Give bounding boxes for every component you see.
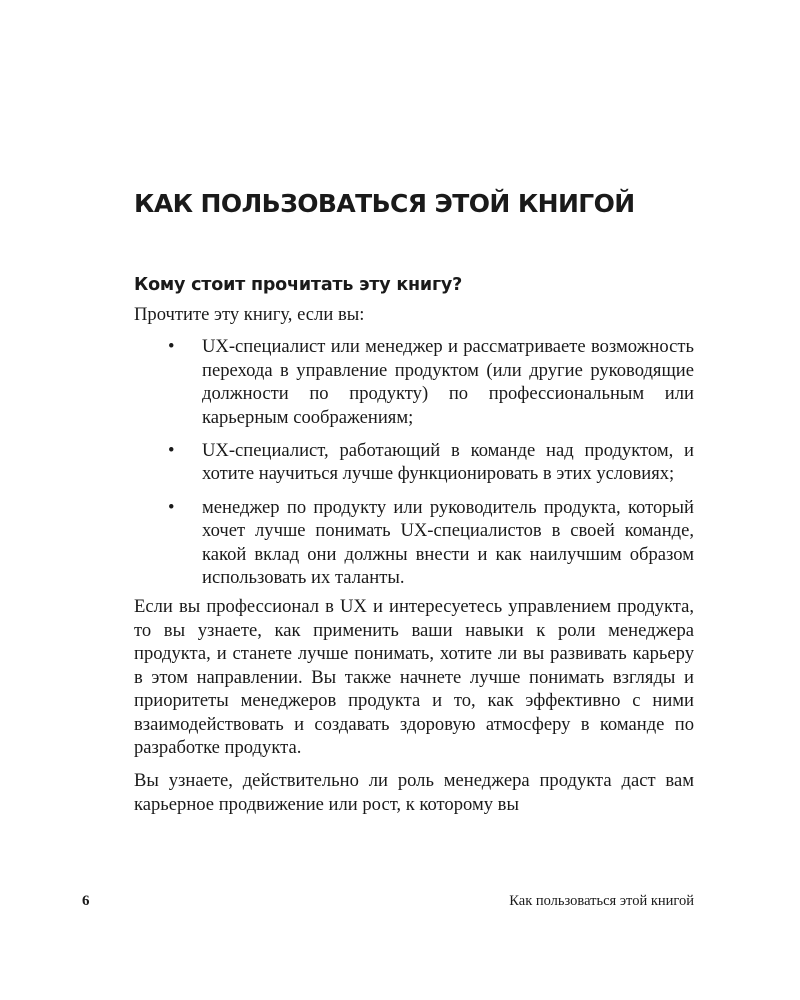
chapter-title: КАК ПОЛЬЗОВАТЬСЯ ЭТОЙ КНИГОЙ xyxy=(134,189,635,218)
body-paragraph: Вы узнаете, действительно ли роль менеджера продукта даст вам карьерное продвижение или рост, к которому вы xyxy=(134,770,694,815)
bullet-text: менеджер по продукту или руководитель продукта, который хочет лучше понимать UX-специалистов в своей команде, какой вклад они должны внести и как наилучшим образом использовать их таланты. xyxy=(202,496,694,589)
bullet-list xyxy=(134,335,694,589)
intro-paragraph: Прочтите эту книгу, если вы: xyxy=(134,304,365,325)
bullet-icon: • xyxy=(168,336,175,358)
bullet-item xyxy=(168,335,694,429)
bullet-icon: • xyxy=(168,496,175,518)
body-paragraph: Если вы профессионал в UX и интересуетесь управлением продукта, то вы узнаете, как применить ваши навыки к роли менеджера продукта, и станете лучше понимать, хотите ли вы развивать карьеру в этом направлении. Вы также начнете лучше понимать взгляды и приоритеты менеджеров продукта и то, как эффективно с ними взаимодействовать и создавать здоровую атмосферу в команде по разработке продукта. xyxy=(134,596,694,758)
running-footer-title: Как пользоваться этой книгой xyxy=(509,893,694,909)
bullet-item xyxy=(168,496,694,590)
bullet-text: UX-специалист, работающий в команде над продуктом, и хотите научиться лучше функционировать в этих условиях; xyxy=(202,440,694,485)
bullet-item xyxy=(168,439,694,486)
section-heading: Кому стоит прочитать эту книгу? xyxy=(134,275,463,295)
page-number: 6 xyxy=(82,893,90,909)
body-text xyxy=(134,303,694,826)
bullet-icon: • xyxy=(168,440,175,462)
bullet-text: UX-специалист или менеджер и рассматриваете возможность перехода в управление продуктом (или другие руководящие должности по продукту) по профессиональным или карьерным соображениям; xyxy=(202,336,694,428)
